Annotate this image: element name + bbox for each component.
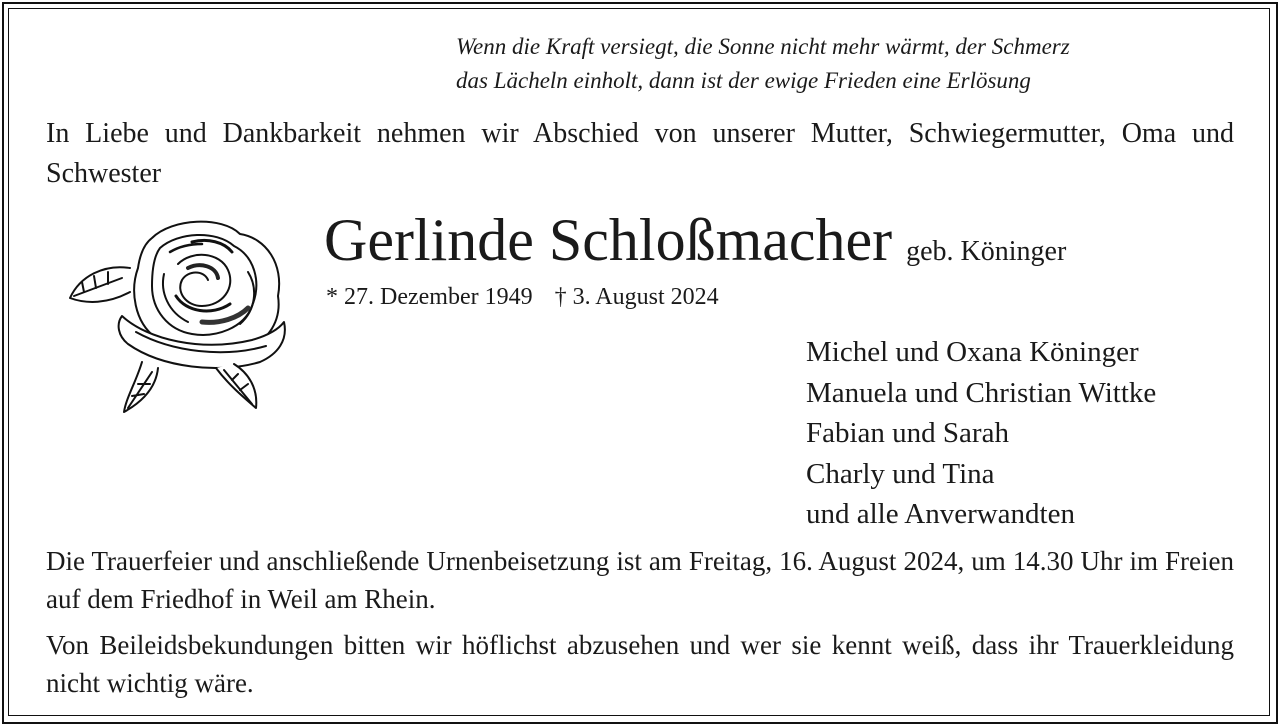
deceased-name: Gerlinde Schloßmacher <box>324 207 893 273</box>
mourner-line: Fabian und Sarah <box>806 417 1009 449</box>
rose-icon <box>52 212 322 424</box>
birth-date: * 27. Dezember 1949 <box>326 284 533 310</box>
mourner-line: und alle Anverwandten <box>806 498 1075 530</box>
mourner-line: Charly und Tina <box>806 457 995 490</box>
death-date: † 3. August 2024 <box>554 284 719 310</box>
rose-drawing <box>52 212 322 424</box>
motto-quote <box>456 30 1246 98</box>
mourners-list <box>806 332 1156 535</box>
mourner-line: Michel und Oxana Köninger <box>806 336 1139 368</box>
motto-line-1: Wenn die Kraft versiegt, die Sonne nicht mehr wärmt, der Schmerz <box>456 34 1070 59</box>
motto-line-2: das Lächeln einholt, dann ist der ewige Frieden eine Erlösung <box>456 68 1031 93</box>
service-info: Die Trauerfeier und anschließende Urnenbeisetzung ist am Freitag, 16. August 2024, um 14.30 Uhr im Freien auf dem Friedhof in Weil am Rhein. <box>46 546 1234 614</box>
life-dates <box>326 284 719 311</box>
mourner-line: Manuela und Christian Wittke <box>806 376 1157 409</box>
intro-text: In Liebe und Dankbarkeit nehmen wir Abschied von unserer Mutter, Schwiegermutter, Oma und Schwester <box>46 118 1234 189</box>
condolence-note: Von Beileidsbekundungen bitten wir höflichst abzusehen und wer sie kennt weiß, dass ihr Trauerkleidung nicht wichtig wäre. <box>46 630 1234 698</box>
deceased-name-block <box>324 202 1066 278</box>
maiden-name: geb. Köninger <box>906 236 1067 267</box>
